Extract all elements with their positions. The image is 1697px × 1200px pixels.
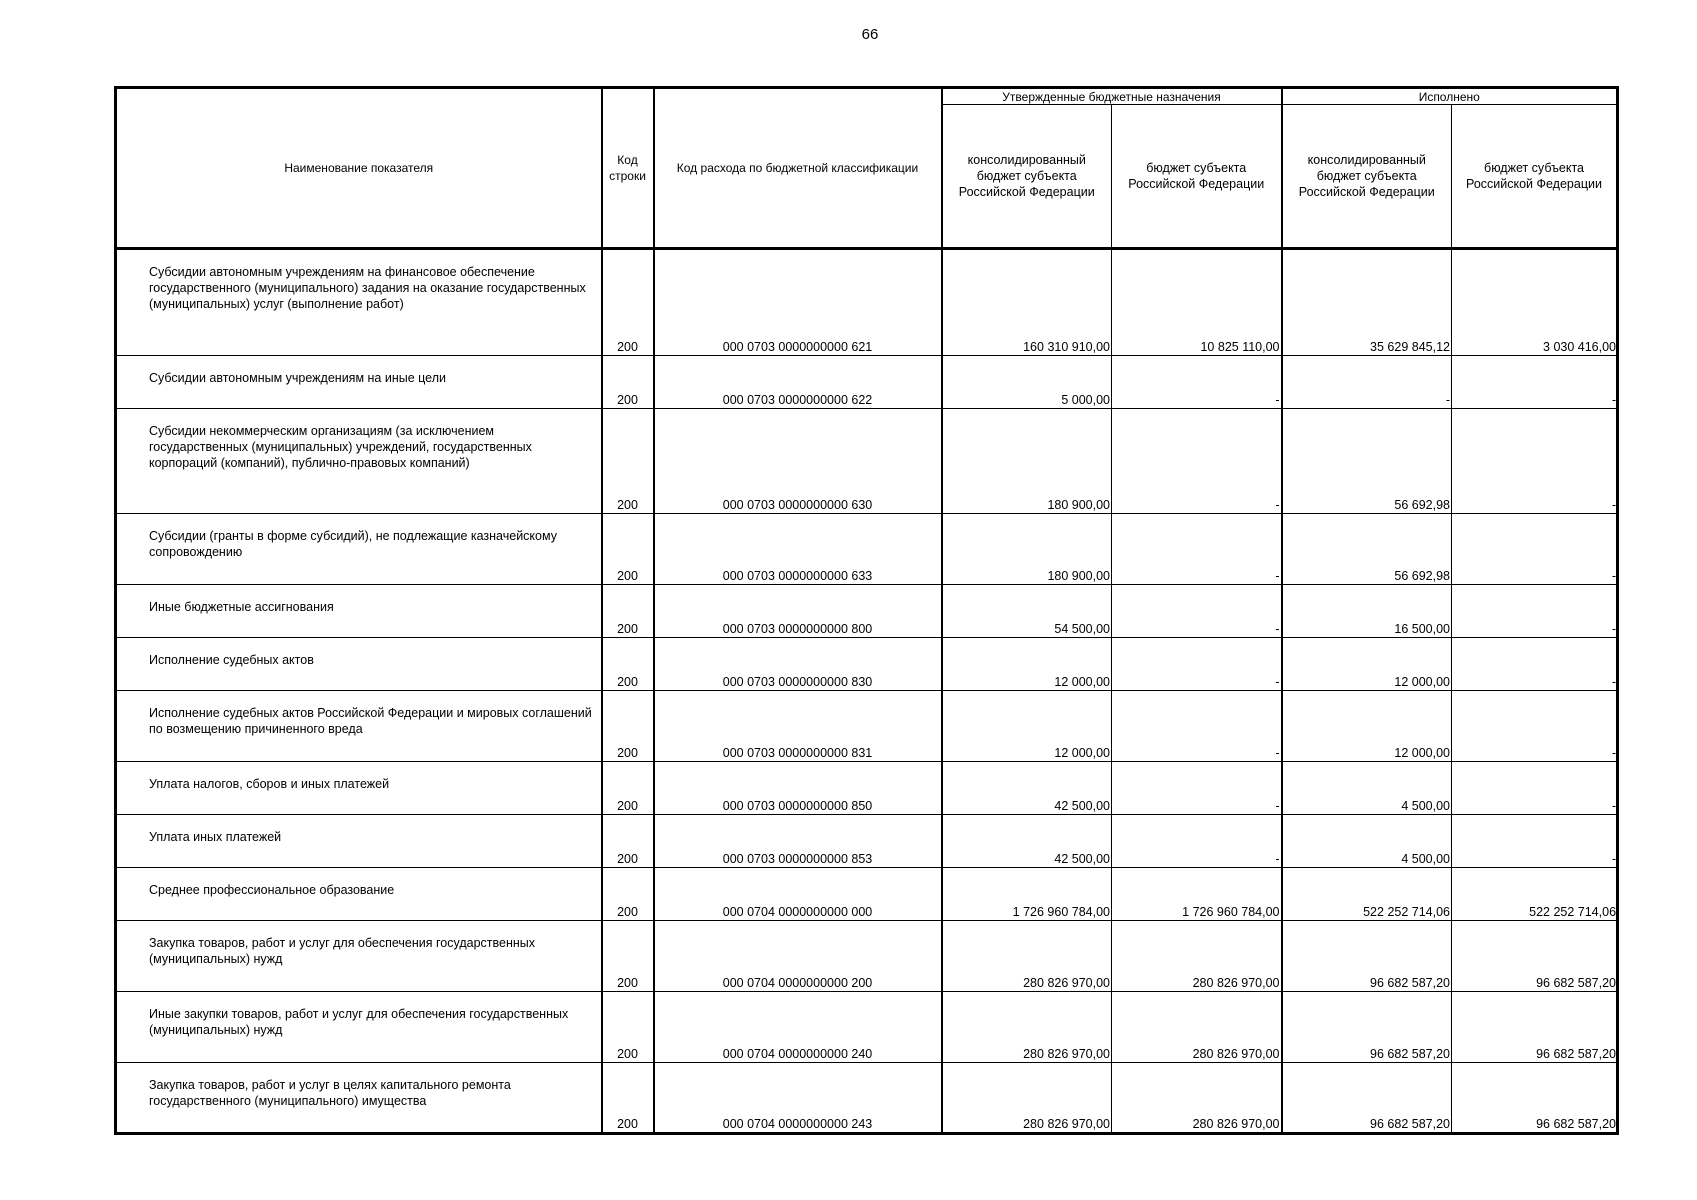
approved-subject-value: 10 825 110,00 <box>1112 249 1282 356</box>
row-name: Субсидии (гранты в форме субсидий), не подлежащие казначейскому сопровождению <box>116 514 602 585</box>
classification-code: 000 0704 0000000000 243 <box>654 1063 942 1134</box>
executed-consolidated-value: 4 500,00 <box>1282 815 1452 868</box>
table-row <box>116 409 1618 514</box>
table-row <box>116 514 1618 585</box>
row-code: 200 <box>602 868 654 921</box>
approved-consolidated-value: 160 310 910,00 <box>942 249 1112 356</box>
header-approved-consolidated: консолидированный бюджет субъекта Российской Федерации <box>942 105 1112 249</box>
approved-subject-value: - <box>1112 409 1282 514</box>
approved-subject-value: - <box>1112 514 1282 585</box>
classification-code: 000 0703 0000000000 621 <box>654 249 942 356</box>
approved-consolidated-value: 180 900,00 <box>942 409 1112 514</box>
header-approved-subject: бюджет субъекта Российской Федерации <box>1112 105 1282 249</box>
header-row-code: Код строки <box>602 88 654 249</box>
executed-consolidated-value: 522 252 714,06 <box>1282 868 1452 921</box>
table-row <box>116 585 1618 638</box>
row-name: Субсидии автономным учреждениям на иные цели <box>116 356 602 409</box>
executed-subject-value: 3 030 416,00 <box>1452 249 1618 356</box>
classification-code: 000 0703 0000000000 633 <box>654 514 942 585</box>
page-number: 66 <box>861 26 879 43</box>
table-row <box>116 992 1618 1063</box>
approved-consolidated-value: 42 500,00 <box>942 815 1112 868</box>
approved-subject-value: - <box>1112 691 1282 762</box>
approved-consolidated-value: 12 000,00 <box>942 691 1112 762</box>
approved-subject-value: - <box>1112 356 1282 409</box>
classification-code: 000 0704 0000000000 240 <box>654 992 942 1063</box>
row-name: Уплата иных платежей <box>116 815 602 868</box>
table-row <box>116 921 1618 992</box>
executed-subject-value: 96 682 587,20 <box>1452 921 1618 992</box>
classification-code: 000 0704 0000000000 000 <box>654 868 942 921</box>
row-code: 200 <box>602 356 654 409</box>
row-name: Закупка товаров, работ и услуг для обеспечения государственных (муниципальных) нужд <box>116 921 602 992</box>
executed-subject-value: - <box>1452 356 1618 409</box>
table-row <box>116 815 1618 868</box>
approved-consolidated-value: 280 826 970,00 <box>942 992 1112 1063</box>
row-name: Среднее профессиональное образование <box>116 868 602 921</box>
header-row-top <box>116 88 1618 105</box>
approved-subject-value: - <box>1112 638 1282 691</box>
executed-consolidated-value: 16 500,00 <box>1282 585 1452 638</box>
classification-code: 000 0704 0000000000 200 <box>654 921 942 992</box>
table-row <box>116 762 1618 815</box>
approved-subject-value: - <box>1112 815 1282 868</box>
executed-consolidated-value: 96 682 587,20 <box>1282 921 1452 992</box>
executed-subject-value: - <box>1452 514 1618 585</box>
executed-subject-value: - <box>1452 638 1618 691</box>
row-code: 200 <box>602 921 654 992</box>
header-executed-consolidated: консолидированный бюджет субъекта Российской Федерации <box>1282 105 1452 249</box>
executed-consolidated-value: 56 692,98 <box>1282 409 1452 514</box>
classification-code: 000 0703 0000000000 800 <box>654 585 942 638</box>
approved-consolidated-value: 1 726 960 784,00 <box>942 868 1112 921</box>
approved-subject-value: - <box>1112 585 1282 638</box>
approved-consolidated-value: 180 900,00 <box>942 514 1112 585</box>
row-code: 200 <box>602 762 654 815</box>
approved-subject-value: 1 726 960 784,00 <box>1112 868 1282 921</box>
classification-code: 000 0703 0000000000 830 <box>654 638 942 691</box>
classification-code: 000 0703 0000000000 853 <box>654 815 942 868</box>
row-name: Субсидии некоммерческим организациям (за исключением государственных (муниципальных) учреждений, государственных корпораций (компаний), публично-правовых компаний) <box>116 409 602 514</box>
executed-subject-value: - <box>1452 585 1618 638</box>
row-code: 200 <box>602 815 654 868</box>
table-row <box>116 868 1618 921</box>
row-name: Уплата налогов, сборов и иных платежей <box>116 762 602 815</box>
header-executed-group: Исполнено <box>1282 88 1618 105</box>
executed-consolidated-value: 12 000,00 <box>1282 638 1452 691</box>
header-name: Наименование показателя <box>116 88 602 249</box>
approved-consolidated-value: 54 500,00 <box>942 585 1112 638</box>
classification-code: 000 0703 0000000000 622 <box>654 356 942 409</box>
executed-subject-value: - <box>1452 815 1618 868</box>
header-class-code: Код расхода по бюджетной классификации <box>654 88 942 249</box>
approved-consolidated-value: 5 000,00 <box>942 356 1112 409</box>
approved-subject-value: 280 826 970,00 <box>1112 1063 1282 1134</box>
executed-consolidated-value: 96 682 587,20 <box>1282 1063 1452 1134</box>
executed-consolidated-value: 96 682 587,20 <box>1282 992 1452 1063</box>
approved-subject-value: 280 826 970,00 <box>1112 921 1282 992</box>
row-name: Иные закупки товаров, работ и услуг для обеспечения государственных (муниципальных) нужд <box>116 992 602 1063</box>
header-executed-subject: бюджет субъекта Российской Федерации <box>1452 105 1618 249</box>
approved-consolidated-value: 280 826 970,00 <box>942 921 1112 992</box>
row-code: 200 <box>602 1063 654 1134</box>
table-row <box>116 1063 1618 1134</box>
row-code: 200 <box>602 585 654 638</box>
table-row <box>116 691 1618 762</box>
classification-code: 000 0703 0000000000 850 <box>654 762 942 815</box>
executed-subject-value: - <box>1452 691 1618 762</box>
executed-consolidated-value: 4 500,00 <box>1282 762 1452 815</box>
approved-consolidated-value: 12 000,00 <box>942 638 1112 691</box>
row-name: Закупка товаров, работ и услуг в целях капитального ремонта государственного (муниципального) имущества <box>116 1063 602 1134</box>
executed-consolidated-value: 35 629 845,12 <box>1282 249 1452 356</box>
table-body <box>116 249 1618 1134</box>
approved-consolidated-value: 280 826 970,00 <box>942 1063 1112 1134</box>
table-row <box>116 638 1618 691</box>
row-name: Иные бюджетные ассигнования <box>116 585 602 638</box>
executed-consolidated-value: 12 000,00 <box>1282 691 1452 762</box>
executed-subject-value: 96 682 587,20 <box>1452 992 1618 1063</box>
table-row <box>116 249 1618 356</box>
table-row <box>116 356 1618 409</box>
executed-consolidated-value: - <box>1282 356 1452 409</box>
approved-subject-value: - <box>1112 762 1282 815</box>
row-code: 200 <box>602 691 654 762</box>
row-code: 200 <box>602 514 654 585</box>
executed-subject-value: - <box>1452 762 1618 815</box>
row-name: Исполнение судебных актов Российской Федерации и мировых соглашений по возмещению причиненного вреда <box>116 691 602 762</box>
executed-subject-value: 522 252 714,06 <box>1452 868 1618 921</box>
row-code: 200 <box>602 409 654 514</box>
executed-consolidated-value: 56 692,98 <box>1282 514 1452 585</box>
row-code: 200 <box>602 249 654 356</box>
row-name: Исполнение судебных актов <box>116 638 602 691</box>
row-name: Субсидии автономным учреждениям на финансовое обеспечение государственного (муниципального) задания на оказание государственных (муниципальных) услуг (выполнение работ) <box>116 249 602 356</box>
header-approved-group: Утвержденные бюджетные назначения <box>942 88 1282 105</box>
classification-code: 000 0703 0000000000 630 <box>654 409 942 514</box>
executed-subject-value: 96 682 587,20 <box>1452 1063 1618 1134</box>
approved-consolidated-value: 42 500,00 <box>942 762 1112 815</box>
budget-execution-table <box>114 86 1619 1135</box>
executed-subject-value: - <box>1452 409 1618 514</box>
row-code: 200 <box>602 638 654 691</box>
row-code: 200 <box>602 992 654 1063</box>
approved-subject-value: 280 826 970,00 <box>1112 992 1282 1063</box>
classification-code: 000 0703 0000000000 831 <box>654 691 942 762</box>
